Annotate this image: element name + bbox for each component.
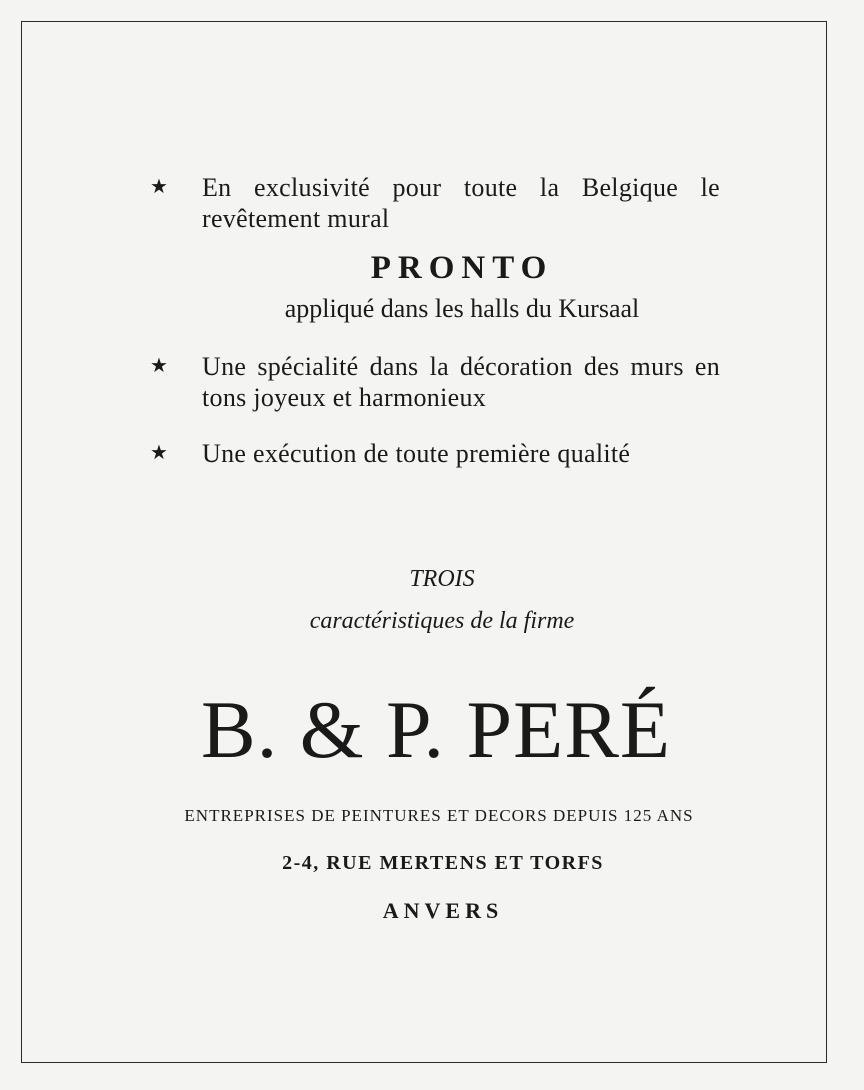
feature-speciality [150, 351, 720, 413]
star-icon: ★ [150, 355, 169, 377]
intro-subheading: caractéristiques de la firme [309, 608, 575, 634]
firm-city: ANVERS [382, 898, 504, 923]
feature-text: Une spécialité dans la décoration des murs en tons joyeux et harmonieux [202, 352, 720, 412]
firm-address: 2-4, RUE MERTENS ET TORFS [282, 852, 604, 874]
intro-heading: TROIS [409, 566, 475, 592]
feature-text: En exclusivité pour toute la Belgique le revêtement mural [202, 173, 720, 233]
feature-exclusivity [150, 172, 720, 234]
product-caption: appliqué dans les halls du Kursaal [284, 294, 640, 323]
firm-tagline: ENTREPRISES DE PEINTURES ET DECORS DEPUIS 125 ANS [184, 806, 694, 825]
feature-text: Une exécution de toute première qualité [202, 439, 631, 468]
feature-quality [150, 438, 720, 469]
firm-name: B. & P. PERÉ [201, 684, 671, 775]
star-icon: ★ [150, 176, 169, 198]
star-icon: ★ [150, 442, 169, 464]
product-name: PRONTO [370, 250, 554, 286]
